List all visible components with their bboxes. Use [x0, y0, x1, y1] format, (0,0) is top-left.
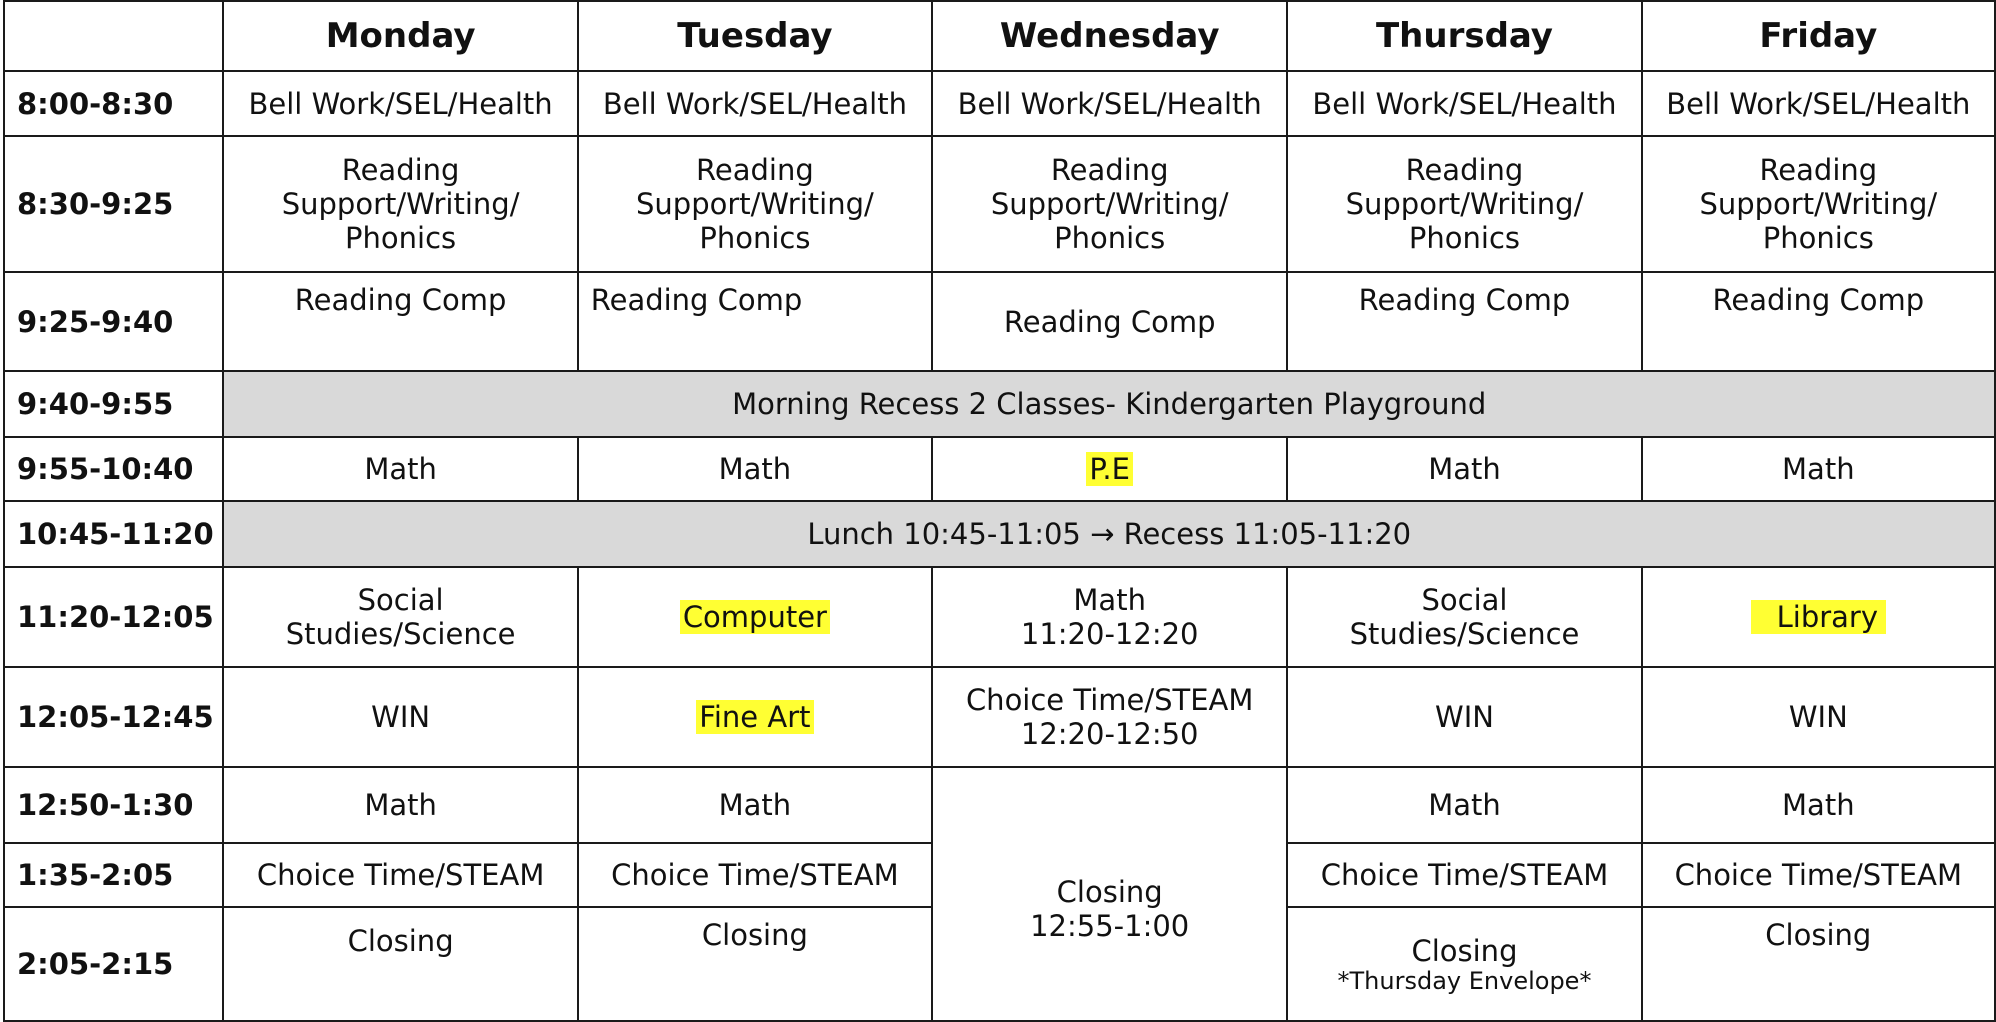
schedule-cell	[578, 667, 932, 767]
schedule-cell: WIN	[1287, 667, 1641, 767]
schedule-cell: Social Studies/Science	[1287, 567, 1641, 667]
cell-line: Closing	[1056, 875, 1163, 909]
schedule-cell: Math	[1287, 437, 1641, 501]
thursday-envelope-note: *Thursday Envelope*	[1337, 967, 1592, 995]
time-cell: 10:45-11:20	[4, 501, 223, 567]
schedule-cell: Math	[1642, 767, 1995, 843]
time-cell: 8:30-9:25	[4, 136, 223, 272]
schedule-cell: Choice Time/STEAM	[578, 843, 932, 907]
highlighted-subject: Fine Art	[696, 700, 813, 734]
day-header-thursday: Thursday	[1287, 1, 1641, 71]
day-header-friday: Friday	[1642, 1, 1995, 71]
schedule-cell: Math	[223, 767, 577, 843]
schedule-cell: Reading Support/Writing/ Phonics	[1642, 136, 1995, 272]
table-row	[4, 667, 1995, 767]
schedule-cell	[1642, 567, 1995, 667]
table-row	[4, 371, 1995, 437]
schedule-cell: WIN	[1642, 667, 1995, 767]
schedule-cell	[578, 567, 932, 667]
corner-cell	[4, 1, 223, 71]
time-cell: 9:40-9:55	[4, 371, 223, 437]
table-row	[4, 136, 1995, 272]
schedule-cell: Reading Support/Writing/ Phonics	[932, 136, 1287, 272]
schedule-cell	[1287, 907, 1641, 1021]
schedule-cell: Reading Support/Writing/ Phonics	[1287, 136, 1641, 272]
cell-time-range: 12:20-12:50	[1020, 717, 1199, 751]
schedule-cell	[932, 667, 1287, 767]
time-cell: 11:20-12:05	[4, 567, 223, 667]
table-row	[4, 501, 1995, 567]
schedule-cell: Math	[578, 767, 932, 843]
table-row	[4, 567, 1995, 667]
time-cell: 9:55-10:40	[4, 437, 223, 501]
schedule-cell: Reading Comp	[1287, 272, 1641, 371]
schedule-cell: Math	[578, 437, 932, 501]
cell-time-range: 12:55-1:00	[1030, 909, 1190, 943]
time-cell: 2:05-2:15	[4, 907, 223, 1021]
time-cell: 8:00-8:30	[4, 71, 223, 136]
schedule-cell: Bell Work/SEL/Health	[1642, 71, 1995, 136]
schedule-cell: Choice Time/STEAM	[223, 843, 577, 907]
lunch-banner: Lunch 10:45-11:05 → Recess 11:05-11:20	[223, 501, 1995, 567]
day-header-wednesday: Wednesday	[932, 1, 1287, 71]
schedule-cell	[932, 567, 1287, 667]
header-row	[4, 1, 1995, 71]
highlighted-subject: Library	[1751, 600, 1886, 634]
cell-line: Math	[1073, 583, 1146, 617]
table-row	[4, 767, 1995, 843]
day-header-tuesday: Tuesday	[578, 1, 932, 71]
table-row	[4, 71, 1995, 136]
table-row	[4, 437, 1995, 501]
highlighted-subject: P.E	[1086, 452, 1133, 486]
schedule-cell: Bell Work/SEL/Health	[578, 71, 932, 136]
schedule-cell	[932, 767, 1287, 1021]
highlighted-subject: Computer	[680, 600, 830, 634]
schedule-cell: Math	[1287, 767, 1641, 843]
time-cell: 1:35-2:05	[4, 843, 223, 907]
cell-line: Closing	[1411, 934, 1518, 968]
cell-line: Choice Time/STEAM	[965, 683, 1254, 717]
schedule-cell: Reading Support/Writing/ Phonics	[223, 136, 577, 272]
schedule-cell: Bell Work/SEL/Health	[223, 71, 577, 136]
time-cell: 12:50-1:30	[4, 767, 223, 843]
day-header-monday: Monday	[223, 1, 577, 71]
schedule-cell: Bell Work/SEL/Health	[1287, 71, 1641, 136]
schedule-cell: Reading Comp	[578, 272, 932, 371]
schedule-cell: Math	[1642, 437, 1995, 501]
schedule-cell: WIN	[223, 667, 577, 767]
cell-time-range: 11:20-12:20	[1020, 617, 1199, 651]
schedule-cell: Bell Work/SEL/Health	[932, 71, 1287, 136]
weekly-schedule-table	[3, 0, 1996, 1022]
recess-banner: Morning Recess 2 Classes- Kindergarten Playground	[223, 371, 1995, 437]
schedule-cell: Reading Comp	[223, 272, 577, 371]
schedule-cell: Reading Support/Writing/ Phonics	[578, 136, 932, 272]
time-cell: 12:05-12:45	[4, 667, 223, 767]
schedule-cell: Choice Time/STEAM	[1642, 843, 1995, 907]
schedule-cell: Social Studies/Science	[223, 567, 577, 667]
schedule-cell: Closing	[1642, 907, 1995, 1021]
schedule-cell: Closing	[578, 907, 932, 1021]
time-cell: 9:25-9:40	[4, 272, 223, 371]
schedule-cell: Math	[223, 437, 577, 501]
closing-block	[1030, 875, 1189, 943]
schedule-cell: Closing	[223, 907, 577, 1021]
schedule-cell: Choice Time/STEAM	[1287, 843, 1641, 907]
schedule-cell: Reading Comp	[932, 272, 1287, 371]
schedule-cell: Reading Comp	[1642, 272, 1995, 371]
schedule-cell	[932, 437, 1287, 501]
table-row	[4, 272, 1995, 371]
